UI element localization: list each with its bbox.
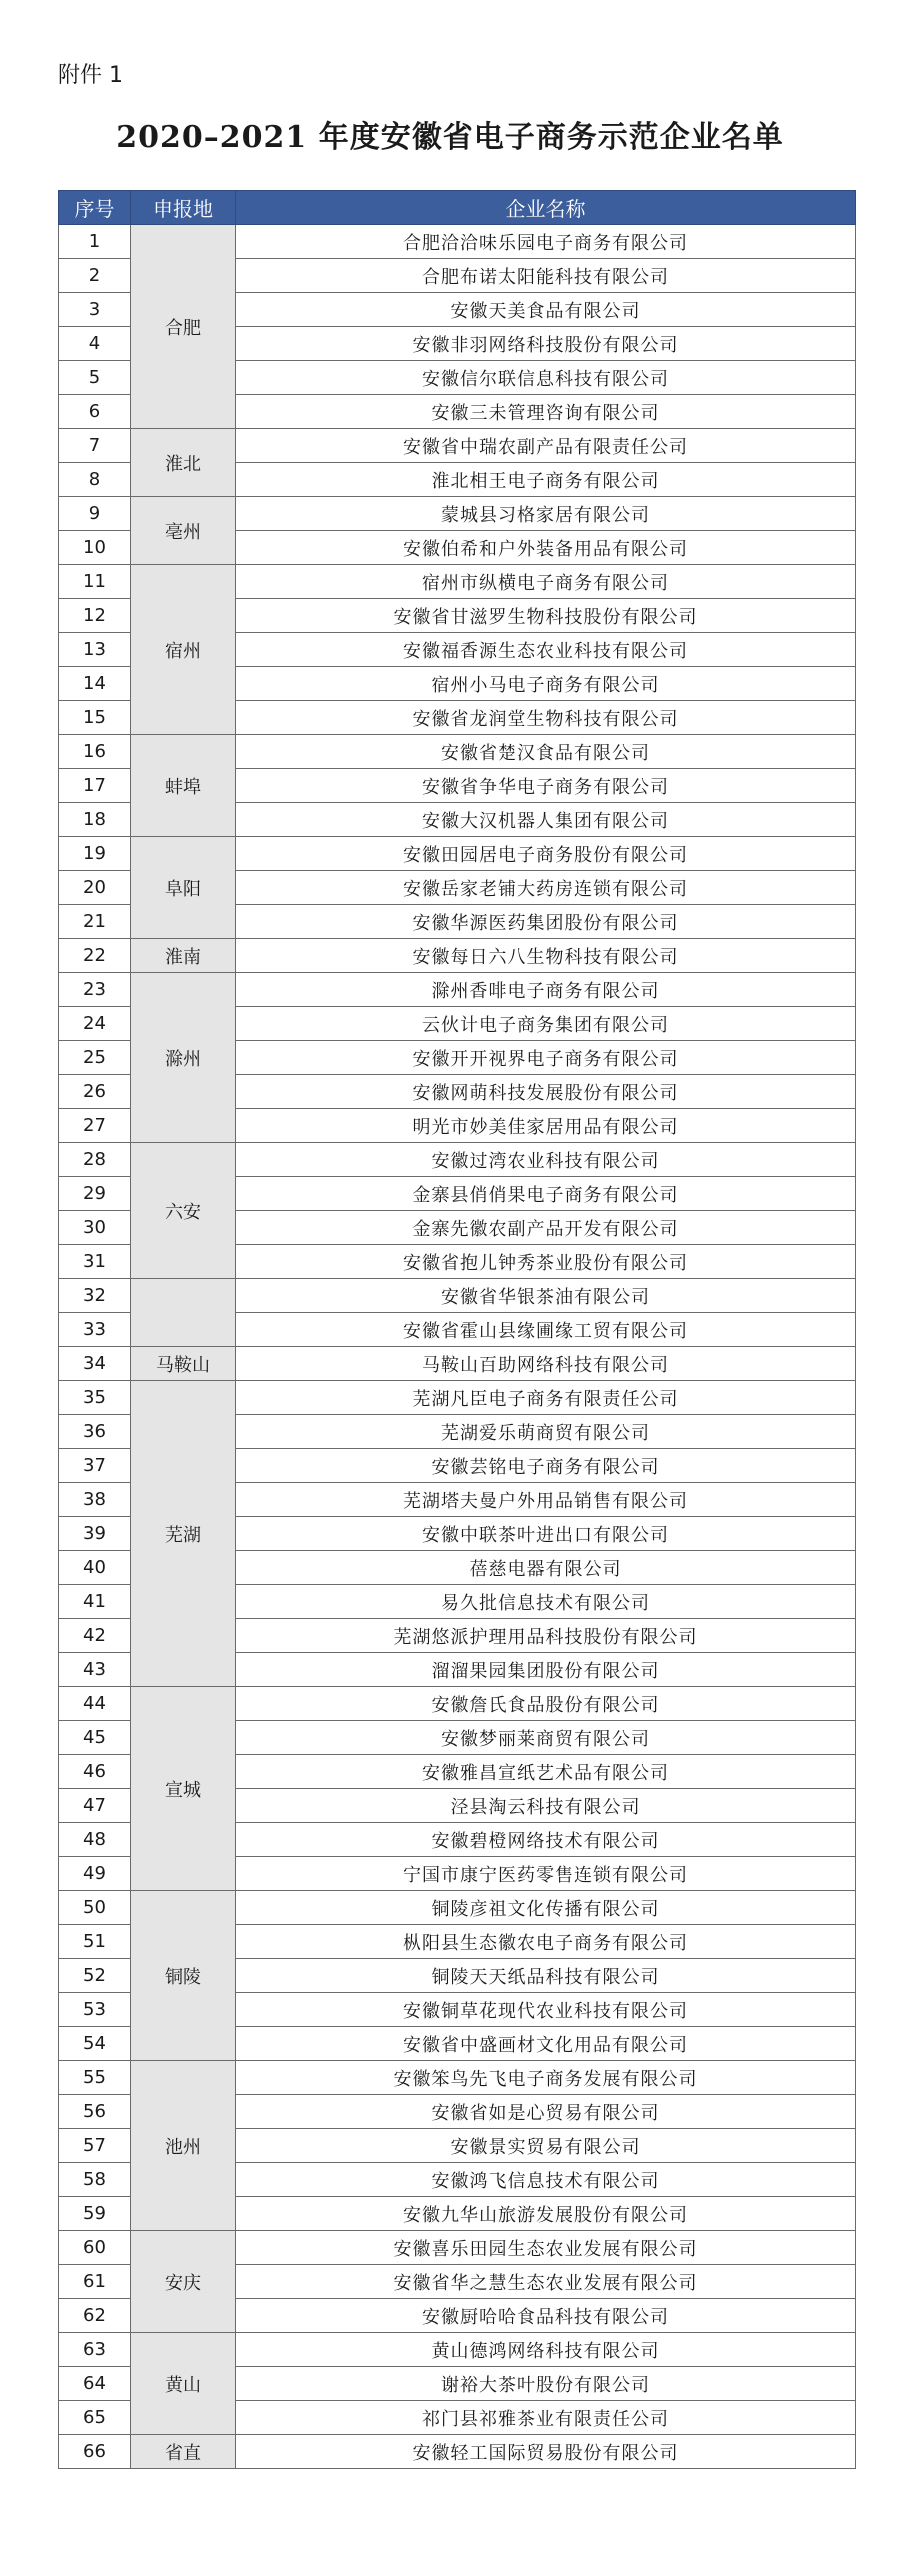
document-title: 2020–2021 年度安徽省电子商务示范企业名单: [116, 120, 784, 155]
company-name: 黄山德鸿网络科技有限公司: [236, 2333, 856, 2367]
row-number: 32: [59, 1279, 131, 1313]
company-name: 芜湖凡臣电子商务有限责任公司: [236, 1381, 856, 1415]
row-number: 6: [59, 395, 131, 429]
row-number: 19: [59, 837, 131, 871]
row-number: 54: [59, 2027, 131, 2061]
row-number: 58: [59, 2163, 131, 2197]
company-name: 安徽信尔联信息科技有限公司: [236, 361, 856, 395]
company-name: 安徽省中瑞农副产品有限责任公司: [236, 429, 856, 463]
row-number: 16: [59, 735, 131, 769]
row-number: 46: [59, 1755, 131, 1789]
row-number: 37: [59, 1449, 131, 1483]
row-number: 57: [59, 2129, 131, 2163]
row-number: 23: [59, 973, 131, 1007]
row-number: 47: [59, 1789, 131, 1823]
region-cell: 淮北: [131, 429, 236, 497]
company-name: 安徽轻工国际贸易股份有限公司: [236, 2435, 856, 2469]
region-cell: 滁州: [131, 973, 236, 1143]
table-row: [59, 2435, 856, 2469]
company-name: 金寨先徽农副产品开发有限公司: [236, 1211, 856, 1245]
company-name: 宿州小马电子商务有限公司: [236, 667, 856, 701]
company-name: 安徽景实贸易有限公司: [236, 2129, 856, 2163]
company-name: 安徽省争华电子商务有限公司: [236, 769, 856, 803]
region-cell: 阜阳: [131, 837, 236, 939]
region-cell: 合肥: [131, 225, 236, 429]
row-number: 28: [59, 1143, 131, 1177]
company-name: 金寨县俏俏果电子商务有限公司: [236, 1177, 856, 1211]
row-number: 64: [59, 2367, 131, 2401]
row-number: 4: [59, 327, 131, 361]
company-name: 安徽省抱儿钟秀茶业股份有限公司: [236, 1245, 856, 1279]
row-number: 49: [59, 1857, 131, 1891]
region-cell: 省直: [131, 2435, 236, 2469]
table-row: [59, 497, 856, 531]
row-number: 43: [59, 1653, 131, 1687]
company-name: 安徽伯希和户外装备用品有限公司: [236, 531, 856, 565]
company-name: 安徽厨哈哈食品科技有限公司: [236, 2299, 856, 2333]
table-row: [59, 2231, 856, 2265]
row-number: 22: [59, 939, 131, 973]
company-name: 安徽省华银茶油有限公司: [236, 1279, 856, 1313]
company-name: 淮北相王电子商务有限公司: [236, 463, 856, 497]
table-row: [59, 2333, 856, 2367]
table-row: [59, 735, 856, 769]
row-number: 12: [59, 599, 131, 633]
row-number: 42: [59, 1619, 131, 1653]
company-name: 安徽省甘滋罗生物科技股份有限公司: [236, 599, 856, 633]
company-name: 铜陵彦祖文化传播有限公司: [236, 1891, 856, 1925]
region-cell: 芜湖: [131, 1381, 236, 1687]
company-name: 安徽田园居电子商务股份有限公司: [236, 837, 856, 871]
table-row: [59, 429, 856, 463]
row-number: 29: [59, 1177, 131, 1211]
table-row: [59, 1347, 856, 1381]
row-number: 63: [59, 2333, 131, 2367]
company-name: 安徽雅昌宣纸艺术品有限公司: [236, 1755, 856, 1789]
company-name: 铜陵天天纸品科技有限公司: [236, 1959, 856, 1993]
company-name: 安徽省中盛画材文化用品有限公司: [236, 2027, 856, 2061]
column-header-region: 申报地: [131, 191, 236, 225]
row-number: 52: [59, 1959, 131, 1993]
table-row: [59, 2061, 856, 2095]
row-number: 14: [59, 667, 131, 701]
region-cell: 亳州: [131, 497, 236, 565]
region-cell: 黄山: [131, 2333, 236, 2435]
column-header-number: 序号: [59, 191, 131, 225]
table-body: [59, 225, 856, 2469]
company-name: 安徽大汉机器人集团有限公司: [236, 803, 856, 837]
row-number: 56: [59, 2095, 131, 2129]
row-number: 55: [59, 2061, 131, 2095]
company-name: 安徽福香源生态农业科技有限公司: [236, 633, 856, 667]
company-name: 安徽每日六八生物科技有限公司: [236, 939, 856, 973]
company-name: 蒙城县习格家居有限公司: [236, 497, 856, 531]
company-name: 安徽詹氏食品股份有限公司: [236, 1687, 856, 1721]
row-number: 20: [59, 871, 131, 905]
company-name: 安徽省华之慧生态农业发展有限公司: [236, 2265, 856, 2299]
region-cell: 池州: [131, 2061, 236, 2231]
table-header-row: [59, 191, 856, 225]
row-number: 62: [59, 2299, 131, 2333]
row-number: 15: [59, 701, 131, 735]
company-name: 宿州市纵横电子商务有限公司: [236, 565, 856, 599]
region-cell: 安庆: [131, 2231, 236, 2333]
table-row: [59, 565, 856, 599]
row-number: 39: [59, 1517, 131, 1551]
row-number: 8: [59, 463, 131, 497]
company-name: 安徽三未管理咨询有限公司: [236, 395, 856, 429]
table-row: [59, 973, 856, 1007]
company-name: 马鞍山百助网络科技有限公司: [236, 1347, 856, 1381]
company-name: 滁州香啡电子商务有限公司: [236, 973, 856, 1007]
company-name: 安徽省楚汉食品有限公司: [236, 735, 856, 769]
row-number: 44: [59, 1687, 131, 1721]
row-number: 66: [59, 2435, 131, 2469]
row-number: 2: [59, 259, 131, 293]
company-name: 易久批信息技术有限公司: [236, 1585, 856, 1619]
region-cell: 淮南: [131, 939, 236, 973]
row-number: 31: [59, 1245, 131, 1279]
row-number: 26: [59, 1075, 131, 1109]
row-number: 41: [59, 1585, 131, 1619]
company-name: 安徽天美食品有限公司: [236, 293, 856, 327]
attachment-label: 附件 1: [58, 63, 123, 88]
row-number: 21: [59, 905, 131, 939]
row-number: 5: [59, 361, 131, 395]
company-name: 蓓慈电器有限公司: [236, 1551, 856, 1585]
region-cell: 蚌埠: [131, 735, 236, 837]
company-name: 安徽岳家老铺大药房连锁有限公司: [236, 871, 856, 905]
company-name: 安徽华源医药集团股份有限公司: [236, 905, 856, 939]
table-row: [59, 837, 856, 871]
table-row: [59, 1687, 856, 1721]
table-row: [59, 1279, 856, 1313]
row-number: 35: [59, 1381, 131, 1415]
company-name: 安徽铜草花现代农业科技有限公司: [236, 1993, 856, 2027]
region-cell: [131, 1279, 236, 1347]
column-header-company: 企业名称: [236, 191, 856, 225]
company-name: 溜溜果园集团股份有限公司: [236, 1653, 856, 1687]
row-number: 60: [59, 2231, 131, 2265]
company-name: 安徽非羽网络科技股份有限公司: [236, 327, 856, 361]
row-number: 24: [59, 1007, 131, 1041]
table-row: [59, 1143, 856, 1177]
row-number: 10: [59, 531, 131, 565]
company-name: 明光市妙美佳家居用品有限公司: [236, 1109, 856, 1143]
company-name: 安徽省龙润堂生物科技有限公司: [236, 701, 856, 735]
table-header: [59, 191, 856, 225]
region-cell: 铜陵: [131, 1891, 236, 2061]
row-number: 34: [59, 1347, 131, 1381]
company-name: 芜湖塔夫曼户外用品销售有限公司: [236, 1483, 856, 1517]
table-row: [59, 939, 856, 973]
row-number: 38: [59, 1483, 131, 1517]
row-number: 45: [59, 1721, 131, 1755]
row-number: 13: [59, 633, 131, 667]
company-name: 安徽网萌科技发展股份有限公司: [236, 1075, 856, 1109]
company-name: 合肥洽洽味乐园电子商务有限公司: [236, 225, 856, 259]
company-name: 祁门县祁雅茶业有限责任公司: [236, 2401, 856, 2435]
region-cell: 宣城: [131, 1687, 236, 1891]
company-name: 安徽鸿飞信息技术有限公司: [236, 2163, 856, 2197]
company-name: 泾县淘云科技有限公司: [236, 1789, 856, 1823]
company-name: 安徽喜乐田园生态农业发展有限公司: [236, 2231, 856, 2265]
company-name: 安徽梦丽莱商贸有限公司: [236, 1721, 856, 1755]
row-number: 18: [59, 803, 131, 837]
row-number: 11: [59, 565, 131, 599]
table-row: [59, 225, 856, 259]
row-number: 48: [59, 1823, 131, 1857]
row-number: 53: [59, 1993, 131, 2027]
company-name: 芜湖悠派护理用品科技股份有限公司: [236, 1619, 856, 1653]
row-number: 7: [59, 429, 131, 463]
company-name: 宁国市康宁医药零售连锁有限公司: [236, 1857, 856, 1891]
row-number: 9: [59, 497, 131, 531]
company-name: 安徽九华山旅游发展股份有限公司: [236, 2197, 856, 2231]
row-number: 51: [59, 1925, 131, 1959]
row-number: 33: [59, 1313, 131, 1347]
row-number: 61: [59, 2265, 131, 2299]
company-name: 合肥布诺太阳能科技有限公司: [236, 259, 856, 293]
company-name: 云伙计电子商务集团有限公司: [236, 1007, 856, 1041]
row-number: 17: [59, 769, 131, 803]
row-number: 27: [59, 1109, 131, 1143]
company-name: 芜湖爱乐萌商贸有限公司: [236, 1415, 856, 1449]
company-name: 安徽中联茶叶进出口有限公司: [236, 1517, 856, 1551]
row-number: 30: [59, 1211, 131, 1245]
row-number: 1: [59, 225, 131, 259]
company-name: 安徽过湾农业科技有限公司: [236, 1143, 856, 1177]
row-number: 65: [59, 2401, 131, 2435]
company-name: 枞阳县生态徽农电子商务有限公司: [236, 1925, 856, 1959]
region-cell: 宿州: [131, 565, 236, 735]
row-number: 40: [59, 1551, 131, 1585]
row-number: 36: [59, 1415, 131, 1449]
table-row: [59, 1891, 856, 1925]
company-name: 安徽碧橙网络技术有限公司: [236, 1823, 856, 1857]
company-name: 安徽省霍山县缘圃缘工贸有限公司: [236, 1313, 856, 1347]
table-row: [59, 1381, 856, 1415]
region-cell: 马鞍山: [131, 1347, 236, 1381]
row-number: 59: [59, 2197, 131, 2231]
company-name: 安徽笨鸟先飞电子商务发展有限公司: [236, 2061, 856, 2095]
enterprise-table: [58, 190, 856, 2469]
company-name: 安徽芸铭电子商务有限公司: [236, 1449, 856, 1483]
company-name: 安徽开开视界电子商务有限公司: [236, 1041, 856, 1075]
row-number: 3: [59, 293, 131, 327]
company-name: 安徽省如是心贸易有限公司: [236, 2095, 856, 2129]
company-name: 谢裕大茶叶股份有限公司: [236, 2367, 856, 2401]
region-cell: 六安: [131, 1143, 236, 1279]
row-number: 25: [59, 1041, 131, 1075]
row-number: 50: [59, 1891, 131, 1925]
